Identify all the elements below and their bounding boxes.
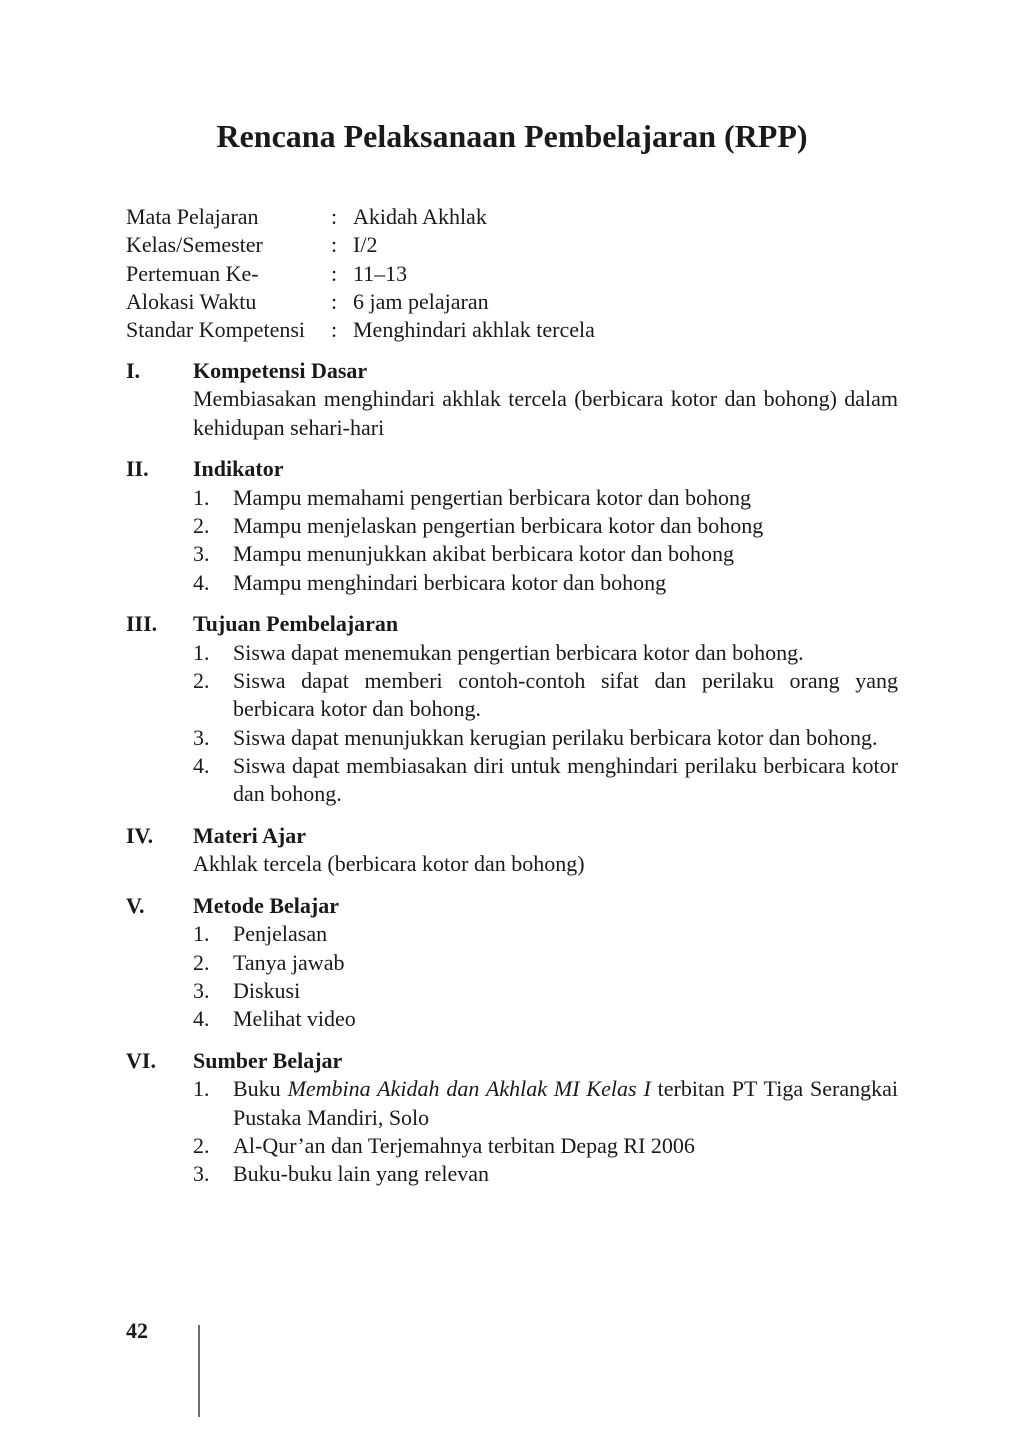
meta-label: Kelas/Semester — [126, 232, 263, 258]
section-body — [193, 357, 898, 442]
section-title: Kompetensi Dasar — [193, 358, 368, 383]
meta-label: Alokasi Waktu — [126, 288, 257, 314]
item-number: 2. — [193, 1132, 210, 1158]
item-text: Siswa dapat membiasakan diri untuk menghindari perilaku berbicara kotor dan bohong. — [233, 752, 898, 807]
section-number: VI. — [126, 1048, 156, 1074]
item-text-post: terbitan PT Tiga Serangkai Pustaka Mandiri, Solo — [233, 1076, 898, 1130]
meta-value: I/2 — [353, 232, 378, 258]
section-body — [193, 822, 898, 879]
section-number: II. — [126, 456, 149, 482]
section-title: Sumber Belajar — [193, 1048, 343, 1074]
list-item — [193, 920, 898, 948]
item-text: Melihat video — [233, 1006, 356, 1032]
book-title: Membina Akidah dan Akhlak MI Kelas I — [287, 1076, 651, 1102]
item-number: 4. — [193, 569, 210, 595]
section-title: Materi Ajar — [193, 822, 306, 848]
numbered-list — [193, 639, 898, 809]
item-text: Siswa dapat menemukan pengertian berbicara kotor dan bohong. — [233, 639, 804, 665]
item-number: 3. — [193, 1161, 210, 1187]
section-body — [193, 892, 898, 1033]
meta-value: 6 jam pelajaran — [353, 288, 489, 314]
list-item — [193, 512, 898, 540]
item-number: 4. — [193, 1006, 210, 1032]
section-indikator — [126, 455, 898, 596]
page-number: 42 — [126, 1318, 148, 1343]
meta-row — [126, 203, 595, 231]
list-item — [193, 724, 898, 752]
item-text: Diskusi — [233, 977, 301, 1003]
item-text: Al-Qur’an dan Terjemahnya terbitan Depag RI 2006 — [233, 1132, 695, 1158]
meta-colon: : — [331, 317, 338, 343]
meta-label: Pertemuan Ke- — [126, 260, 259, 286]
item-number: 1. — [193, 921, 210, 947]
item-number: 3. — [193, 977, 210, 1003]
item-text-pre: Buku — [233, 1076, 288, 1102]
section-paragraph: Membiasakan menghindari akhlak tercela (berbicara kotor dan bohong) dalam kehidupan sehari-hari — [193, 386, 898, 440]
meta-label: Standar Kompetensi — [126, 317, 306, 343]
item-text: Siswa dapat memberi contoh-contoh sifat dan perilaku orang yang berbicara kotor dan bohong. — [233, 667, 898, 722]
meta-row — [126, 260, 595, 288]
item-text: Mampu menunjukkan akibat berbicara kotor dan bohong — [233, 541, 734, 567]
item-text: Mampu menjelaskan pengertian berbicara kotor dan bohong — [233, 512, 764, 538]
numbered-list — [193, 920, 898, 1033]
section-number: V. — [126, 893, 145, 919]
list-item — [193, 977, 898, 1005]
numbered-list — [193, 1075, 898, 1188]
item-number: 3. — [193, 541, 210, 567]
meta-value: Menghindari akhlak tercela — [353, 317, 595, 343]
meta-value: Akidah Akhlak — [353, 204, 487, 229]
section-title: Tujuan Pembelajaran — [193, 611, 399, 637]
meta-row — [126, 231, 595, 259]
meta-row — [126, 288, 595, 316]
list-item — [193, 1075, 898, 1132]
section-metode-belajar — [126, 892, 898, 1033]
item-text: Mampu menghindari berbicara kotor dan bohong — [233, 569, 667, 595]
meta-colon: : — [331, 288, 338, 314]
list-item — [193, 667, 898, 724]
item-number: 2. — [193, 949, 210, 975]
section-paragraph: Akhlak tercela (berbicara kotor dan bohong) — [193, 851, 585, 877]
section-number: III. — [126, 611, 158, 637]
item-text — [233, 1075, 898, 1132]
section-materi-ajar — [126, 822, 898, 879]
meta-row — [126, 316, 595, 344]
item-number: 1. — [193, 1076, 210, 1102]
section-sumber-belajar — [126, 1047, 898, 1188]
item-number: 2. — [193, 667, 210, 693]
meta-label: Mata Pelajaran — [126, 204, 259, 229]
item-text: Mampu memahami pengertian berbicara kotor dan bohong — [233, 484, 752, 510]
meta-colon: : — [331, 232, 338, 258]
list-item — [193, 949, 898, 977]
page-title: Rencana Pelaksanaan Pembelajaran (RPP) — [216, 118, 808, 154]
item-text: Buku-buku lain yang relevan — [233, 1161, 489, 1187]
list-item — [193, 540, 898, 568]
list-item — [193, 639, 898, 667]
section-number: I. — [126, 358, 141, 383]
list-item — [193, 752, 898, 809]
identity-table — [126, 203, 595, 344]
section-body — [193, 610, 898, 808]
footer-divider — [198, 1325, 200, 1417]
item-text: Penjelasan — [233, 921, 328, 947]
section-tujuan-pembelajaran — [126, 610, 898, 808]
section-body — [193, 1047, 898, 1188]
list-item — [193, 1005, 898, 1033]
rpp-sections — [126, 357, 898, 1202]
meta-colon: : — [331, 204, 338, 229]
list-item — [193, 484, 898, 512]
meta-value: 11–13 — [353, 260, 408, 286]
section-title: Indikator — [193, 456, 284, 482]
item-number: 3. — [193, 724, 210, 750]
list-item — [193, 1132, 898, 1160]
meta-colon: : — [331, 260, 338, 286]
item-number: 4. — [193, 752, 210, 778]
list-item — [193, 1160, 898, 1188]
item-number: 1. — [193, 484, 210, 510]
section-title: Metode Belajar — [193, 893, 339, 919]
item-number: 2. — [193, 512, 210, 538]
section-body — [193, 455, 898, 596]
list-item — [193, 569, 898, 597]
item-text: Siswa dapat menunjukkan kerugian perilaku berbicara kotor dan bohong. — [233, 724, 878, 750]
section-number: IV. — [126, 822, 154, 848]
section-kompetensi-dasar — [126, 357, 898, 442]
item-text: Tanya jawab — [233, 949, 345, 975]
item-number: 1. — [193, 639, 210, 665]
numbered-list — [193, 484, 898, 597]
